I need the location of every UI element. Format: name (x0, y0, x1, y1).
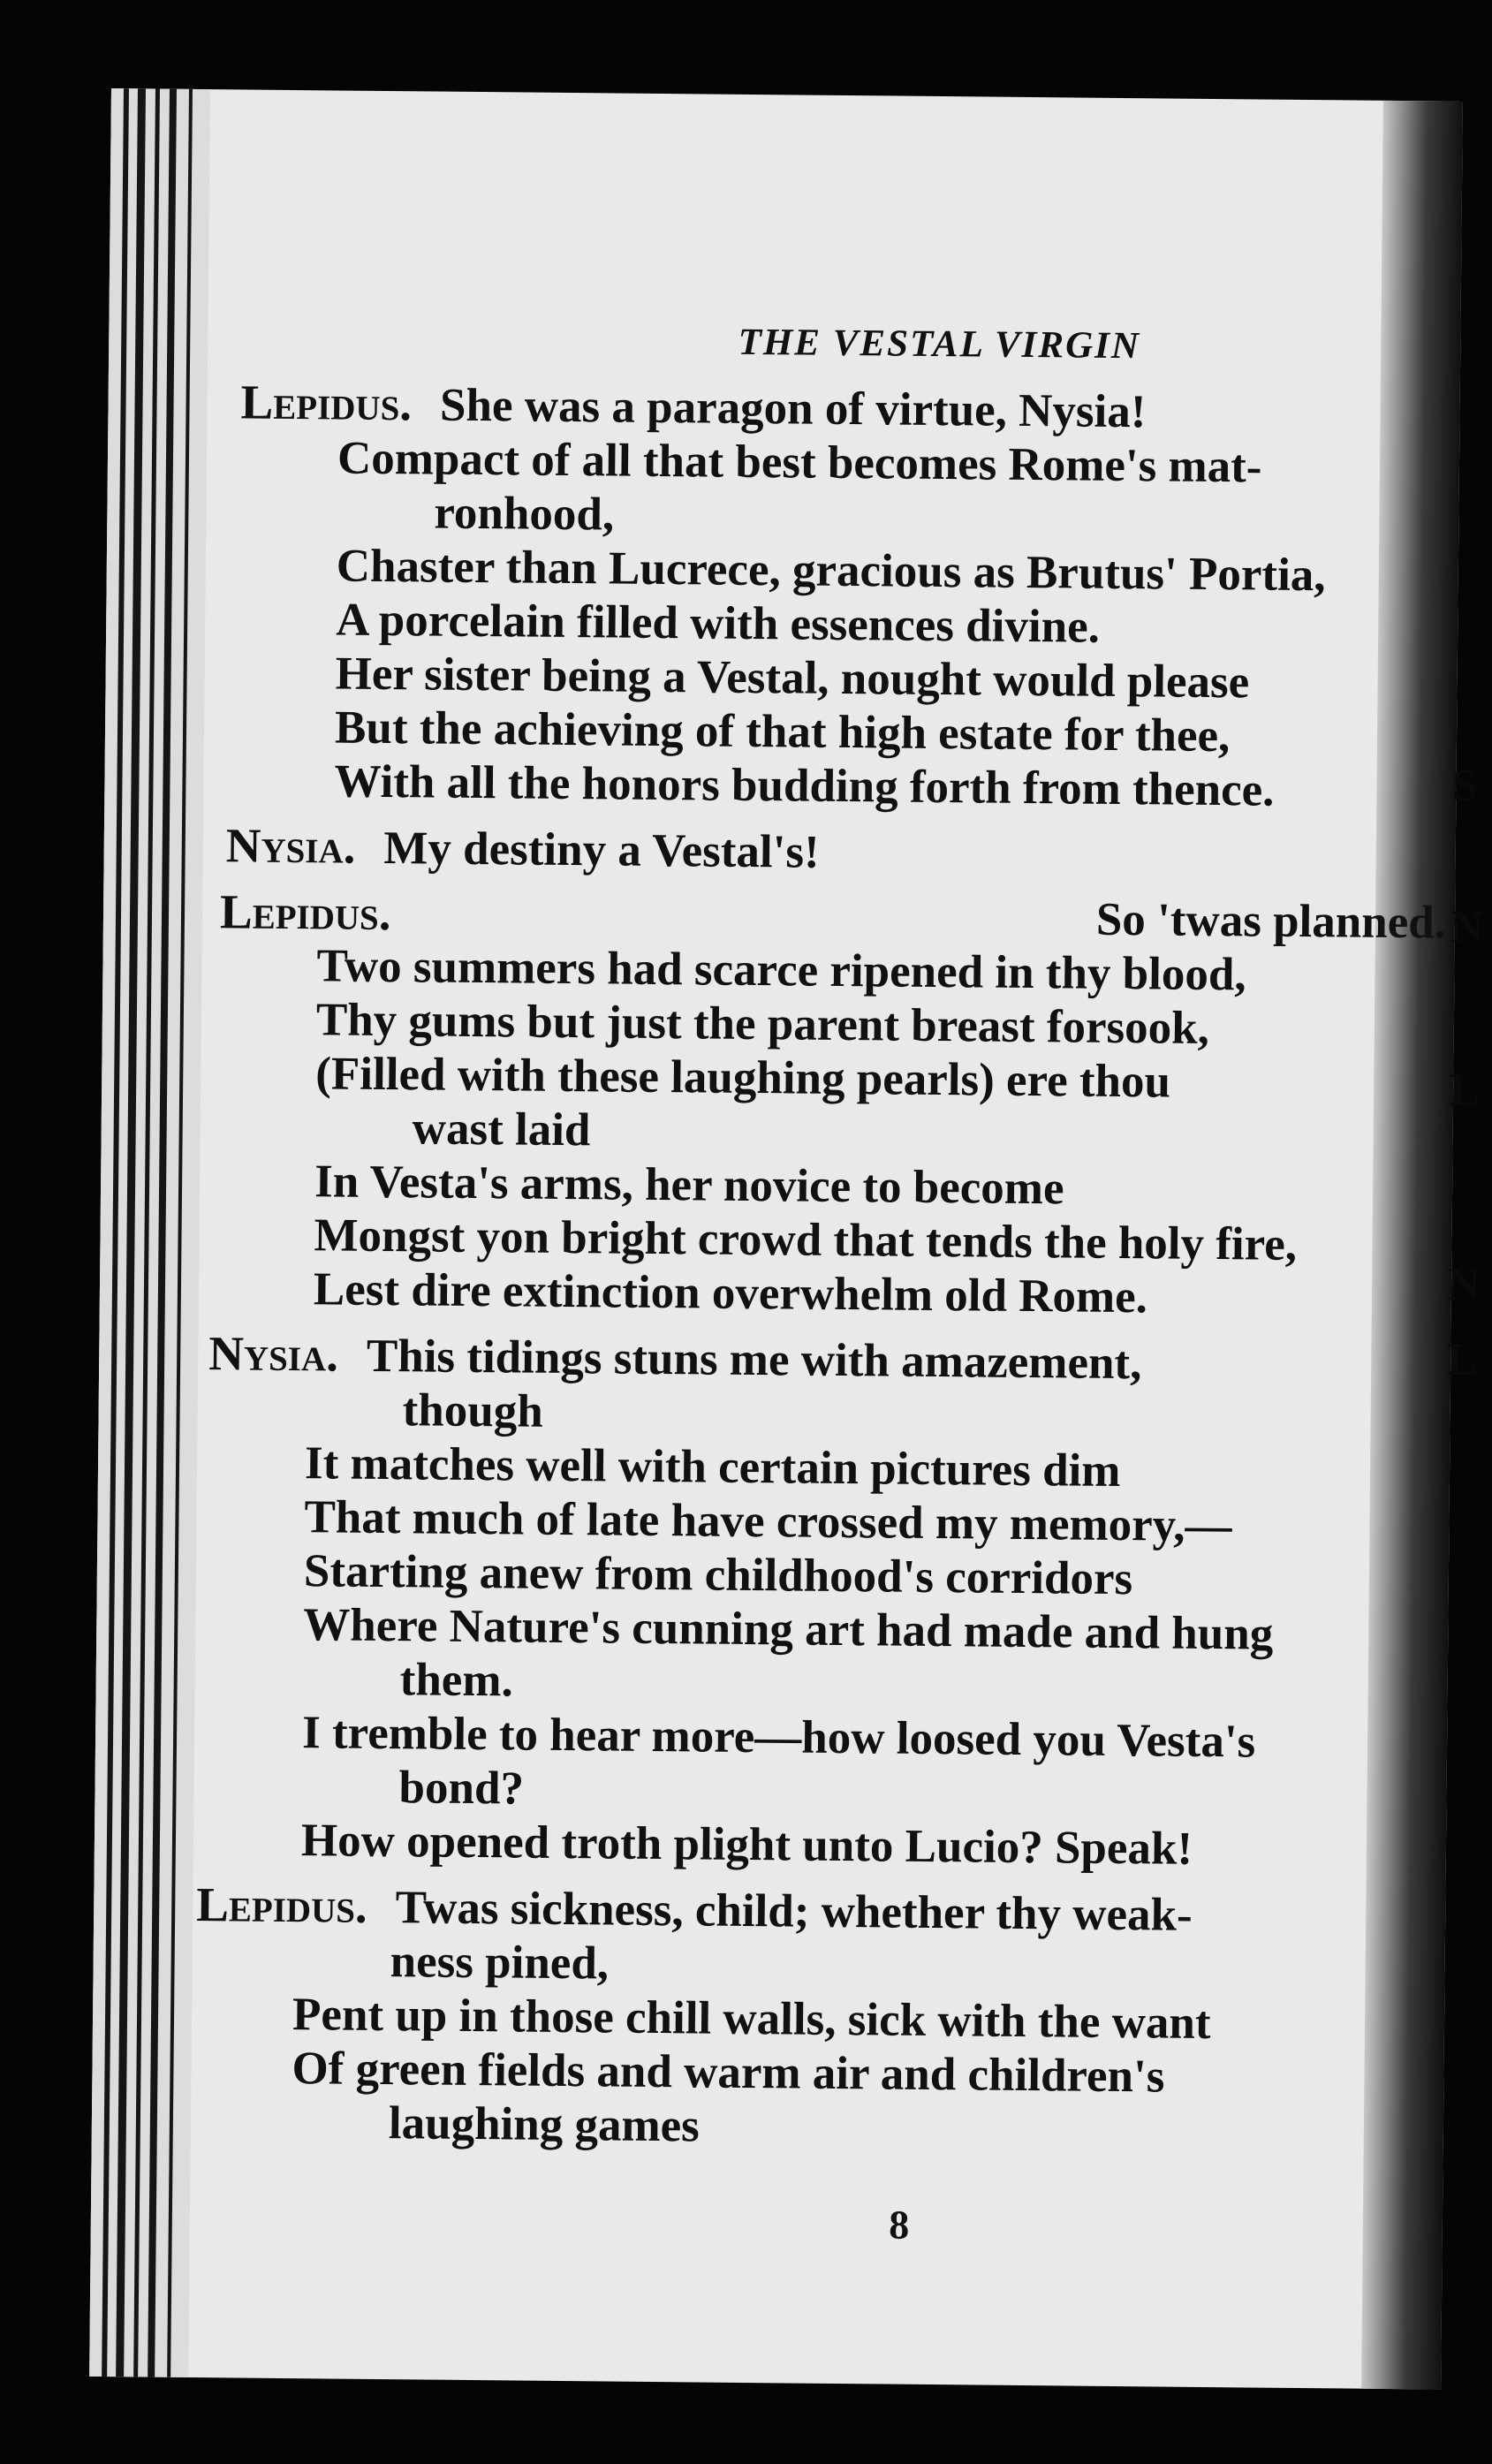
verse-line: Her sister being a Vestal, nought would please (335, 648, 1250, 709)
page-text (195, 310, 1452, 2256)
verse-line-continuation: though (402, 1384, 544, 1437)
verse-line: I tremble to hear more—how loosed you Vesta's (301, 1707, 1256, 1768)
binding-edge (89, 88, 210, 2377)
verse-line: (Filled with these laughing pearls) ere thou (315, 1048, 1171, 1108)
verse-line: So 'twas planned. (1095, 893, 1447, 949)
speech (219, 884, 1447, 1327)
verse-line: How opened troth plight unto Lucio? Speak! (300, 1815, 1193, 1875)
speech (225, 818, 1447, 885)
verse-line: Twas sickness, child; whether thy weak- (395, 1882, 1193, 1941)
verse-line: Pent up in those chill walls, sick with the want (292, 1989, 1211, 2050)
verse-line: Two summers had scarce ripened in thy blood, (316, 940, 1246, 1001)
verse-line-continuation: ronhood, (434, 487, 615, 541)
verse-line: This tidings stuns me with amazement, (366, 1330, 1142, 1390)
speech-first-line (208, 1326, 1443, 1393)
verse-line-continuation: bond? (398, 1762, 525, 1815)
speaker-name: Nysia. (208, 1326, 339, 1382)
speech-first-line (196, 1877, 1437, 1945)
speaker-name: Lepidus. (240, 375, 413, 431)
verse-line: Of green fields and warm air and children's (292, 2043, 1165, 2103)
book-page (89, 88, 1484, 2390)
verse-line: It matches well with certain pictures dim (304, 1437, 1121, 1497)
facing-page-letter: S (1451, 760, 1478, 811)
facing-page-letter: N (1446, 1259, 1481, 1310)
verse-line-continuation: them. (399, 1654, 514, 1707)
verse-line: Chaster than Lucrece, gracious as Brutus' Portia, (336, 540, 1326, 602)
speech-first-line (225, 818, 1447, 885)
verse-line: Compact of all that best becomes Rome's mat- (337, 432, 1262, 493)
verse-line: A porcelain filled with essences divine. (335, 594, 1101, 653)
verse-line: In Vesta's arms, her novice to become (314, 1156, 1064, 1215)
verse-line: Starting anew from childhood's corridors (303, 1545, 1133, 1605)
facing-page-letter: N (1450, 901, 1484, 952)
verse-line: But the achieving of that high estate for thee, (334, 701, 1231, 762)
verse-line: Lest dire extinction overwhelm old Rome. (313, 1263, 1148, 1323)
verse-line-continuation: laughing games (388, 2097, 701, 2152)
speech (208, 1326, 1443, 1878)
speech (195, 1877, 1437, 2160)
facing-page-letter: L (1448, 1065, 1481, 1116)
verse-line-continuation: wast laid (412, 1103, 591, 1156)
verse-line: That much of late have crossed my memory,— (304, 1491, 1232, 1552)
facing-page-letter: L (1445, 1334, 1478, 1385)
verse-line: She was a paragon of virtue, Nysia! (439, 379, 1147, 438)
speaker-name: Lepidus. (219, 884, 391, 941)
verse-line: My destiny a Vestal's! (383, 823, 820, 878)
verse-line: Where Nature's cunning art had made and hung (303, 1599, 1274, 1660)
speech (237, 375, 1451, 819)
speaker-name: Lepidus. (195, 1877, 368, 1933)
verse-line: Thy gums but just the parent breast forsook, (315, 994, 1210, 1054)
verse-line-continuation: ness pined, (390, 1936, 610, 1990)
verse-line: With all the honors budding forth from thence. (334, 755, 1275, 816)
speaker-name: Nysia. (225, 818, 356, 874)
verse-line: Mongst yon bright crowd that tends the holy fire, (314, 1209, 1298, 1270)
page-number: 8 (889, 2202, 910, 2248)
running-head: THE VESTAL VIRGIN (738, 321, 1141, 368)
